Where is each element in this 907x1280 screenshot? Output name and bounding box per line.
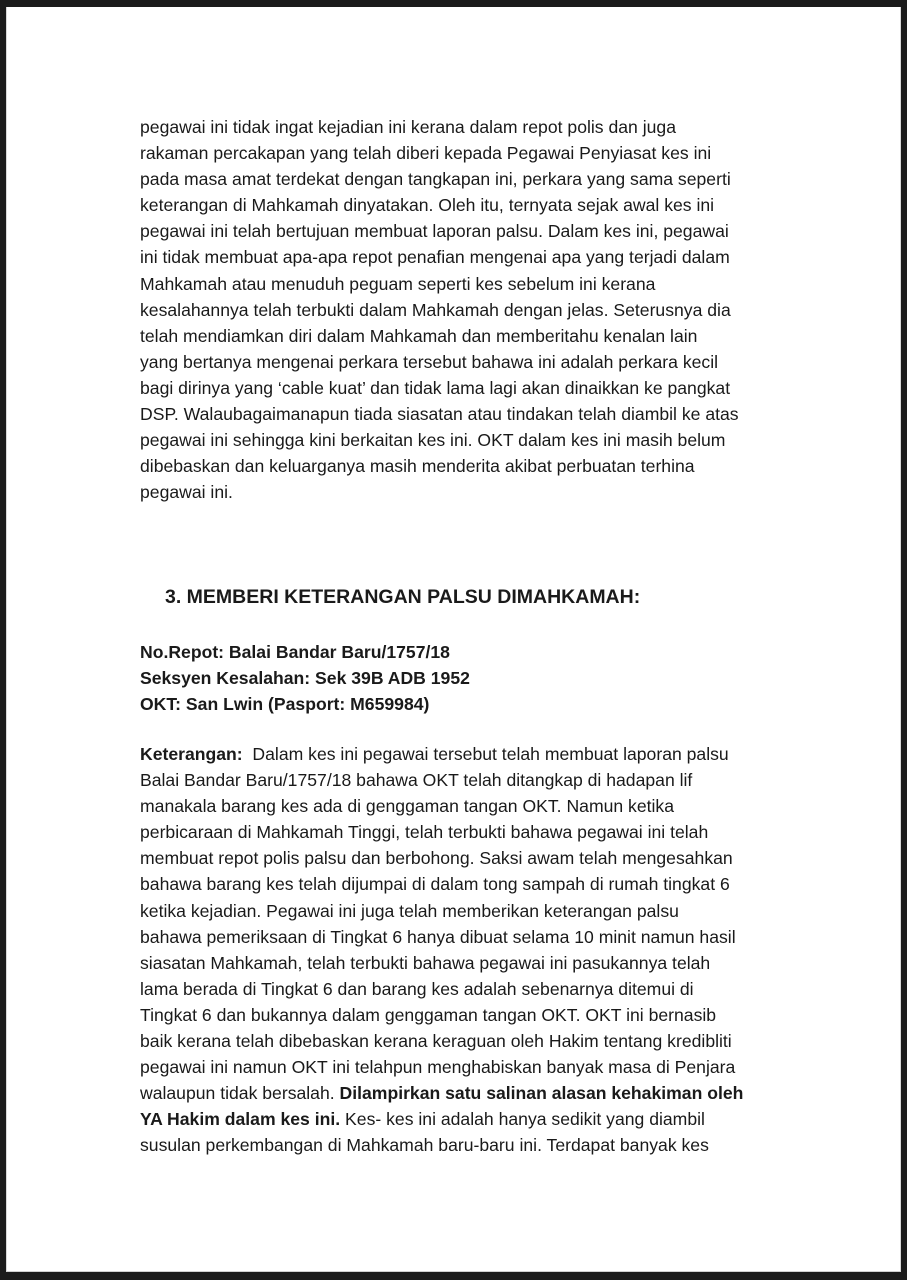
text-line: Mahkamah atau menuduh peguam seperti kes sebelum ini kerana bbox=[140, 273, 656, 294]
keterangan-paragraph bbox=[140, 741, 800, 1159]
text-line: baik kerana telah dibebaskan kerana keraguan oleh Hakim tentang kredibliti bbox=[140, 1031, 732, 1052]
bold-attachment-note: Dilampirkan satu salinan alasan kehakiman oleh bbox=[339, 1083, 744, 1104]
text-line: pegawai ini sehingga kini berkaitan kes ini. OKT dalam kes ini masih belum bbox=[140, 430, 726, 451]
text-line: lama berada di Tingkat 6 dan barang kes adalah sebenarnya ditemui di bbox=[140, 978, 694, 999]
text-line bbox=[140, 741, 800, 767]
text-line: kesalahannya telah terbukti dalam Mahkamah dengan jelas. Seterusnya dia bbox=[140, 299, 731, 320]
text-line bbox=[140, 1080, 800, 1106]
text-line bbox=[140, 1106, 800, 1132]
text-line: yang bertanya mengenai perkara tersebut bahawa ini adalah perkara kecil bbox=[140, 351, 719, 372]
text-line: dibebaskan dan keluarganya masih menderita akibat perbuatan terhina bbox=[140, 456, 695, 477]
text-line: bahawa barang kes telah dijumpai di dalam tong sampah di rumah tingkat 6 bbox=[140, 874, 730, 895]
text-line: keterangan di Mahkamah dinyatakan. Oleh itu, ternyata sejak awal kes ini bbox=[140, 195, 715, 216]
text-line: pegawai ini. bbox=[140, 482, 233, 503]
text-segment: walaupun tidak bersalah. bbox=[140, 1083, 340, 1104]
section-heading: 3. MEMBERI KETERANGAN PALSU DIMAHKAMAH: bbox=[165, 586, 641, 608]
text-line: pegawai ini tidak ingat kejadian ini kerana dalam repot polis dan juga bbox=[140, 117, 676, 137]
document-content bbox=[140, 114, 800, 1156]
text-line: telah mendiamkan diri dalam Mahkamah dan memberitahu kenalan lain bbox=[140, 325, 698, 346]
bold-attachment-note: YA Hakim dalam kes ini. bbox=[140, 1109, 341, 1130]
report-number: No.Repot: Balai Bandar Baru/1757/18 bbox=[140, 642, 450, 662]
text-line: ini tidak membuat apa-apa repot penafian mengenai apa yang terjadi dalam bbox=[140, 247, 730, 268]
text-line: rakaman percakapan yang telah diberi kepada Pegawai Penyiasat kes ini bbox=[140, 143, 712, 164]
text-line: ketika kejadian. Pegawai ini juga telah memberikan keterangan palsu bbox=[140, 900, 679, 921]
text-segment: Kes- kes ini adalah hanya sedikit yang diambil bbox=[340, 1109, 705, 1130]
text-line: bahawa pemeriksaan di Tingkat 6 hanya dibuat selama 10 minit namun hasil bbox=[140, 926, 736, 947]
text-segment: Dalam kes ini pegawai tersebut telah membuat laporan palsu bbox=[242, 744, 729, 764]
text-line: pegawai ini telah bertujuan membuat laporan palsu. Dalam kes ini, pegawai bbox=[140, 221, 729, 242]
text-line: pada masa amat terdekat dengan tangkapan ini, perkara yang sama seperti bbox=[140, 169, 731, 190]
text-line: DSP. Walaubagaimanapun tiada siasatan atau tindakan telah diambil ke atas bbox=[140, 404, 739, 425]
text-line: membuat repot polis palsu dan berbohong. Saksi awam telah mengesahkan bbox=[140, 848, 733, 869]
text-line: manakala barang kes ada di genggaman tangan OKT. Namun ketika bbox=[140, 796, 675, 817]
document-page bbox=[6, 7, 901, 1272]
text-line: pegawai ini namun OKT ini telahpun menghabiskan banyak masa di Penjara bbox=[140, 1057, 736, 1078]
text-line: Tingkat 6 dan bukannya dalam genggaman tangan OKT. OKT ini bernasib bbox=[140, 1004, 717, 1025]
case-details bbox=[140, 639, 470, 717]
text-line: siasatan Mahkamah, telah terbukti bahawa pegawai ini pasukannya telah bbox=[140, 952, 711, 973]
text-line: Balai Bandar Baru/1757/18 bahawa OKT telah ditangkap di hadapan lif bbox=[140, 770, 693, 791]
accused-info: OKT: San Lwin (Pasport: M659984) bbox=[140, 694, 430, 715]
keterangan-label: Keterangan: bbox=[140, 744, 243, 764]
text-line: perbicaraan di Mahkamah Tinggi, telah terbukti bahawa pegawai ini telah bbox=[140, 822, 709, 843]
text-line: susulan perkembangan di Mahkamah baru-baru ini. Terdapat banyak kes bbox=[140, 1135, 709, 1156]
offence-section: Seksyen Kesalahan: Sek 39B ADB 1952 bbox=[140, 668, 470, 689]
paragraph-continuation bbox=[140, 114, 800, 505]
text-line: bagi dirinya yang ‘cable kuat’ dan tidak lama lagi akan dinaikkan ke pangkat bbox=[140, 377, 731, 398]
